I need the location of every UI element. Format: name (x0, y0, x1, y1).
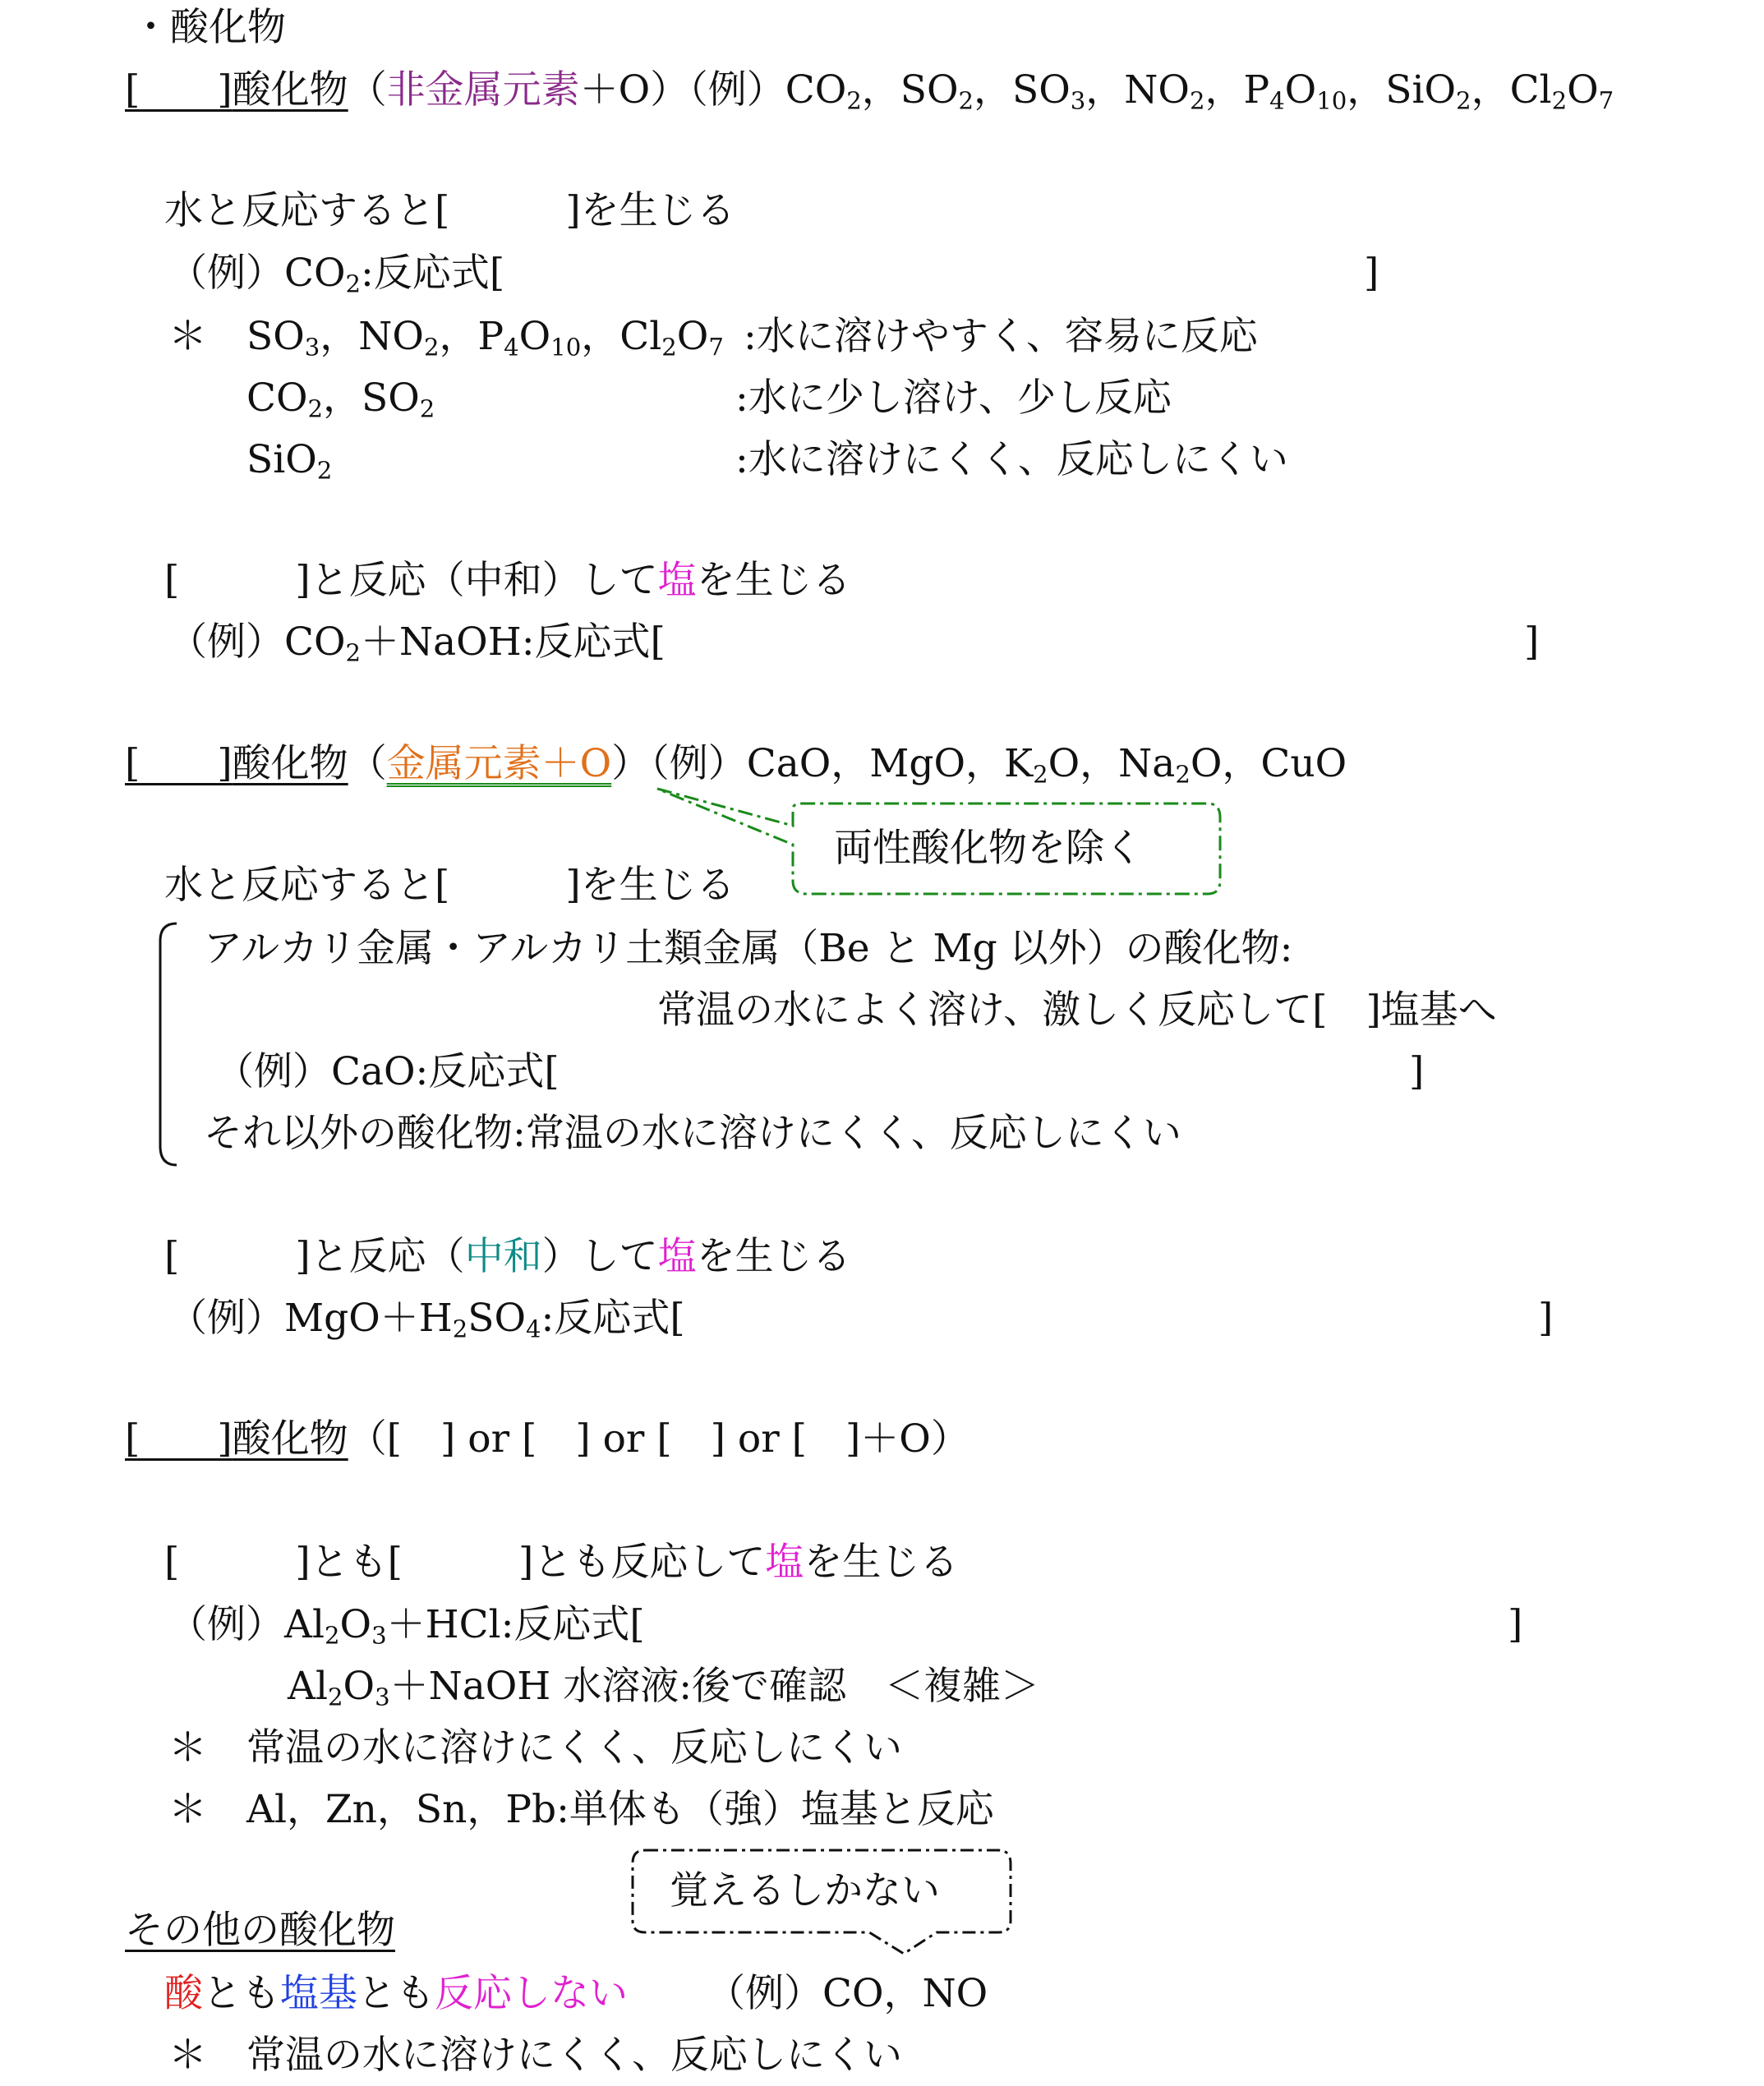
alkali-line-2: 常温の水によく溶け、激しく反応して[ ]塩基へ (657, 988, 1497, 1033)
example-mgo-close: ] (1538, 1296, 1554, 1341)
sep: ， (974, 67, 1013, 113)
note-amphoteric-1: 常温の水に溶けにくく、反応しにくい (246, 1725, 903, 1771)
note-insoluble-desc: :水に溶けにくく、反応しにくい (735, 437, 1288, 482)
water-reaction-line: 水と反応すると[ ]を生じる (164, 188, 735, 233)
note-amphoteric-2: Al，Zn，Sn，Pb:単体も（強）塩基と反応 (246, 1787, 994, 1832)
note-insoluble-formula: SiO$_2$ (246, 437, 333, 485)
note-other: 常温の水に溶けにくく、反応しにくい (246, 2033, 903, 2078)
other-oxide-example: （例）CO，NO (707, 1971, 988, 2016)
paren-open: （ (348, 67, 387, 113)
heading-blank: [ ] (125, 1416, 233, 1462)
note-star-2: ＊ (168, 1725, 207, 1771)
section-title: ・酸化物 (131, 5, 286, 50)
sep: ， (1347, 67, 1386, 113)
example-mgo-h2so4: （例）$MgO+H_2SO_4$:反応式[ (168, 1296, 685, 1343)
water-reaction-line-2: 水と反応すると[ ]を生じる (164, 863, 735, 908)
alkali-line: アルカリ金属・アルカリ土類金属（Be と Mg 以外）の酸化物: (204, 926, 1293, 971)
note-soluble-desc: :水に溶けやすく、容易に反応 (744, 314, 1258, 359)
no-reaction-word: 反応しない (435, 1971, 628, 2016)
neutralization-line-1: [ ]と反応（中和）して塩を生じる (164, 558, 851, 603)
salt-word: 塩 (657, 1234, 697, 1279)
example-co2-naoh-close: ] (1524, 619, 1540, 665)
example-al2o3-close: ] (1508, 1602, 1523, 1647)
acidic-oxide-heading (125, 66, 1614, 115)
neutralization-word: 中和 (464, 1234, 542, 1279)
amphoteric-react-line: [ ]とも[ ]とも反応して塩を生じる (164, 1540, 959, 1585)
salt-word: 塩 (657, 558, 697, 603)
sep: ， (861, 67, 900, 113)
example-prefix: ＋O）（例） (579, 67, 785, 113)
amphoteric-oxide-heading: [ ]酸化物（[ ] or [ ] or [ ] or [ ]＋O） (125, 1416, 970, 1462)
definition-nonmetal: 非金属元素 (386, 67, 580, 113)
heading-name: 酸化物 (232, 1416, 348, 1462)
note-slight-desc: :水に少し溶け、少し反応 (735, 375, 1172, 421)
formula-sio2: SiO$_2$ (1385, 67, 1472, 115)
note-soluble-formulas: $SO_3$，$NO_2$，$P_4O_{10}$，$Cl_2O_7$ (246, 314, 724, 361)
other-oxide-line: それ以外の酸化物:常温の水に溶けにくく、反応しにくい (204, 1111, 1181, 1156)
formula-so3: $SO_3$ (1012, 67, 1086, 115)
formula-p4o10: $P_4O_{10}$ (1243, 67, 1347, 115)
sep: ， (1085, 67, 1125, 113)
callout-amphoteric-text: 両性酸化物を除く (834, 826, 1143, 871)
note-slight-formulas: $CO_2$，$SO_2$ (246, 375, 435, 423)
paren-open: （ (348, 741, 387, 786)
heading-name: 酸化物 (232, 67, 348, 113)
definition-metal: 金属元素＋O (386, 741, 612, 786)
formula-so2: $SO_2$ (900, 67, 974, 115)
sep: ， (1471, 67, 1510, 113)
note-star-1: ＊ (168, 314, 207, 359)
callout-memorize-text: 覚えるしかない (670, 1868, 940, 1913)
sep: ， (1204, 67, 1244, 113)
example-cao: （例）CaO:反応式[ (215, 1049, 560, 1094)
note-star-3: ＊ (168, 1787, 207, 1832)
base-word: 塩基 (280, 1971, 357, 2016)
neutralization-line-2: [ ]と反応（中和）して塩を生じる (164, 1234, 851, 1279)
heading-blank: [ ] (125, 67, 233, 113)
formula-co2: $CO_2$ (785, 67, 862, 115)
acid-word: 酸 (164, 1971, 203, 2016)
formula-cl2o7: $Cl_2O_7$ (1509, 67, 1614, 115)
salt-word: 塩 (765, 1540, 804, 1585)
left-brace (160, 923, 177, 1165)
other-oxide-heading: その他の酸化物 (125, 1908, 395, 1953)
basic-oxide-heading: [ ]酸化物（金属元素＋O）（例）CaO，MgO，$K_2O$，$Na_2O$，CuO (125, 741, 1347, 789)
formula-no2: $NO_2$ (1124, 67, 1205, 115)
example-co2-water: （例）$CO_2$:反応式[ (168, 251, 505, 298)
example-cao-close: ] (1409, 1049, 1425, 1094)
example-co2-naoh: （例）$CO_2+NaOH$:反応式[ (168, 619, 666, 667)
example-al2o3-naoh: $Al_2O_3+NaOH$ 水溶液:後で確認 ＜複雑＞ (288, 1664, 1040, 1711)
heading-name: 酸化物 (232, 741, 348, 786)
heading-blank: [ ] (125, 741, 233, 786)
example-co2-water-close: ] (1364, 251, 1379, 296)
example-al2o3-hcl: （例）$Al_2O_3+HCl$:反応式[ (168, 1602, 645, 1650)
note-star-4: ＊ (168, 2033, 207, 2078)
other-oxide-desc: 酸とも塩基とも反応しない (164, 1971, 628, 2016)
